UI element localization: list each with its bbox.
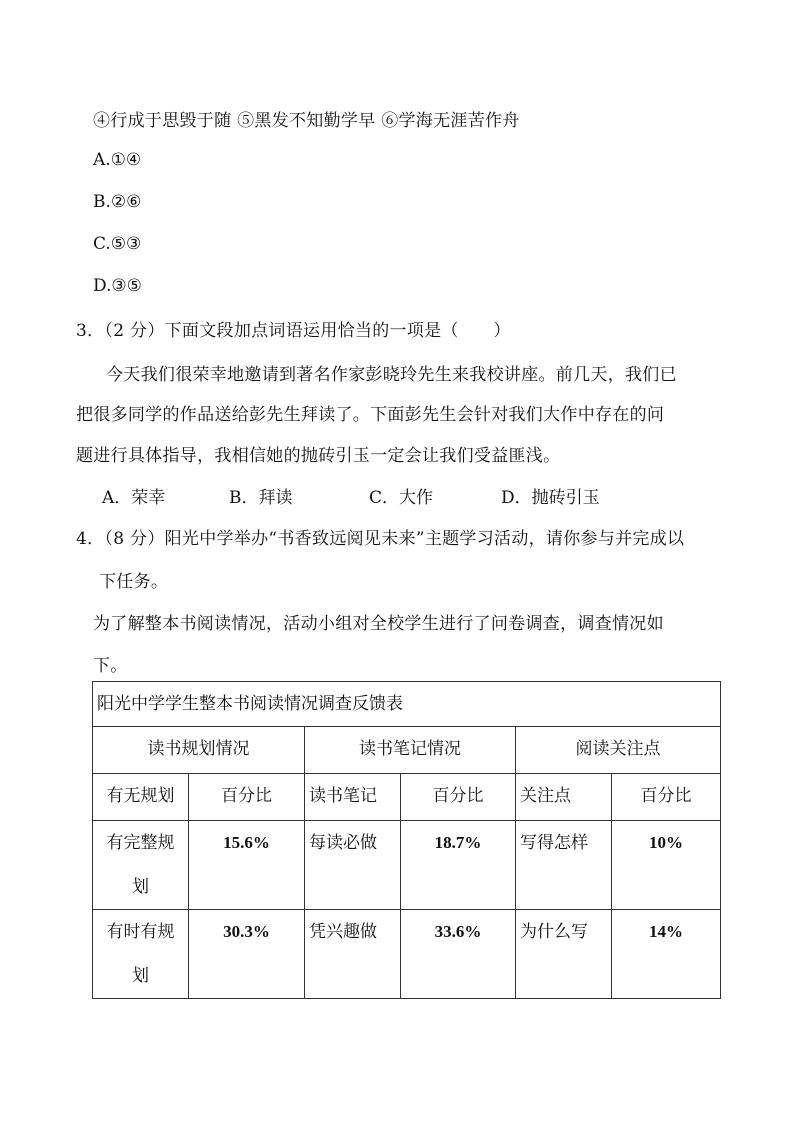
q3-passage-line-3: 题进行具体指导，我相信她的抛砖引玉一定会让我们受益匪浅。 (76, 446, 561, 466)
cell-plan-percent: 30.3% (189, 910, 305, 999)
q3-option-b: B．拜读 (229, 488, 293, 508)
cell-notes: 凭兴趣做 (305, 910, 401, 999)
q4-intro-line-1: 为了解整本书阅读情况，活动小组对全校学生进行了问卷调查，调查情况如 (93, 614, 664, 634)
cell-plan: 有完整规划 (93, 821, 189, 910)
q4-intro-line-2: 下。 (93, 656, 128, 676)
q3-option-d: D．抛砖引玉 (501, 488, 600, 508)
q3-stem: 3．（2 分）下面文段加点词语运用恰当的一项是（ ） (76, 321, 511, 341)
subheader-focus: 关注点 (516, 774, 612, 821)
cell-focus: 为什么写 (516, 910, 612, 999)
q3-option-c: C．大作 (369, 488, 434, 508)
q2-option-line: ④行成于思毁于随 ⑤黑发不知勤学早 ⑥学海无涯苦作舟 (93, 111, 520, 131)
survey-table (92, 681, 721, 999)
cell-notes-percent: 33.6% (401, 910, 516, 999)
cell-focus-percent: 10% (612, 821, 721, 910)
subheader-plan: 有无规划 (93, 774, 189, 821)
q4-stem-line-2: 下任务。 (99, 572, 169, 592)
q2-option-a: A.①④ (93, 150, 142, 170)
cell-notes-percent: 18.7% (401, 821, 516, 910)
subheader-focus-percent: 百分比 (612, 774, 721, 821)
q3-passage-line-2: 把很多同学的作品送给彭先生拜读了。下面彭先生会针对我们大作中存在的问 (76, 405, 665, 425)
q3-option-a: A．荣幸 (102, 488, 166, 508)
cell-notes: 每读必做 (305, 821, 401, 910)
group-header-focus: 阅读关注点 (516, 727, 721, 774)
q2-option-d: D.③⑤ (93, 276, 142, 296)
q4-stem-line-1: 4．（8 分）阳光中学举办“书香致远阅见未来”主题学习活动，请你参与并完成以 (76, 529, 685, 549)
q2-option-b: B.②⑥ (93, 192, 142, 212)
group-header-plan: 读书规划情况 (93, 727, 305, 774)
cell-plan-percent: 15.6% (189, 821, 305, 910)
cell-focus-percent: 14% (612, 910, 721, 999)
table-title: 阳光中学学生整本书阅读情况调查反馈表 (93, 682, 721, 727)
subheader-notes: 读书笔记 (305, 774, 401, 821)
subheader-plan-percent: 百分比 (189, 774, 305, 821)
q2-option-c: C.⑤③ (93, 234, 142, 254)
cell-plan: 有时有规划 (93, 910, 189, 999)
table-row (93, 910, 721, 999)
cell-focus: 写得怎样 (516, 821, 612, 910)
group-header-notes: 读书笔记情况 (305, 727, 516, 774)
subheader-notes-percent: 百分比 (401, 774, 516, 821)
table-row (93, 821, 721, 910)
q3-passage-line-1: 今天我们很荣幸地邀请到著名作家彭晓玲先生来我校讲座。前几天，我们已 (106, 365, 677, 385)
